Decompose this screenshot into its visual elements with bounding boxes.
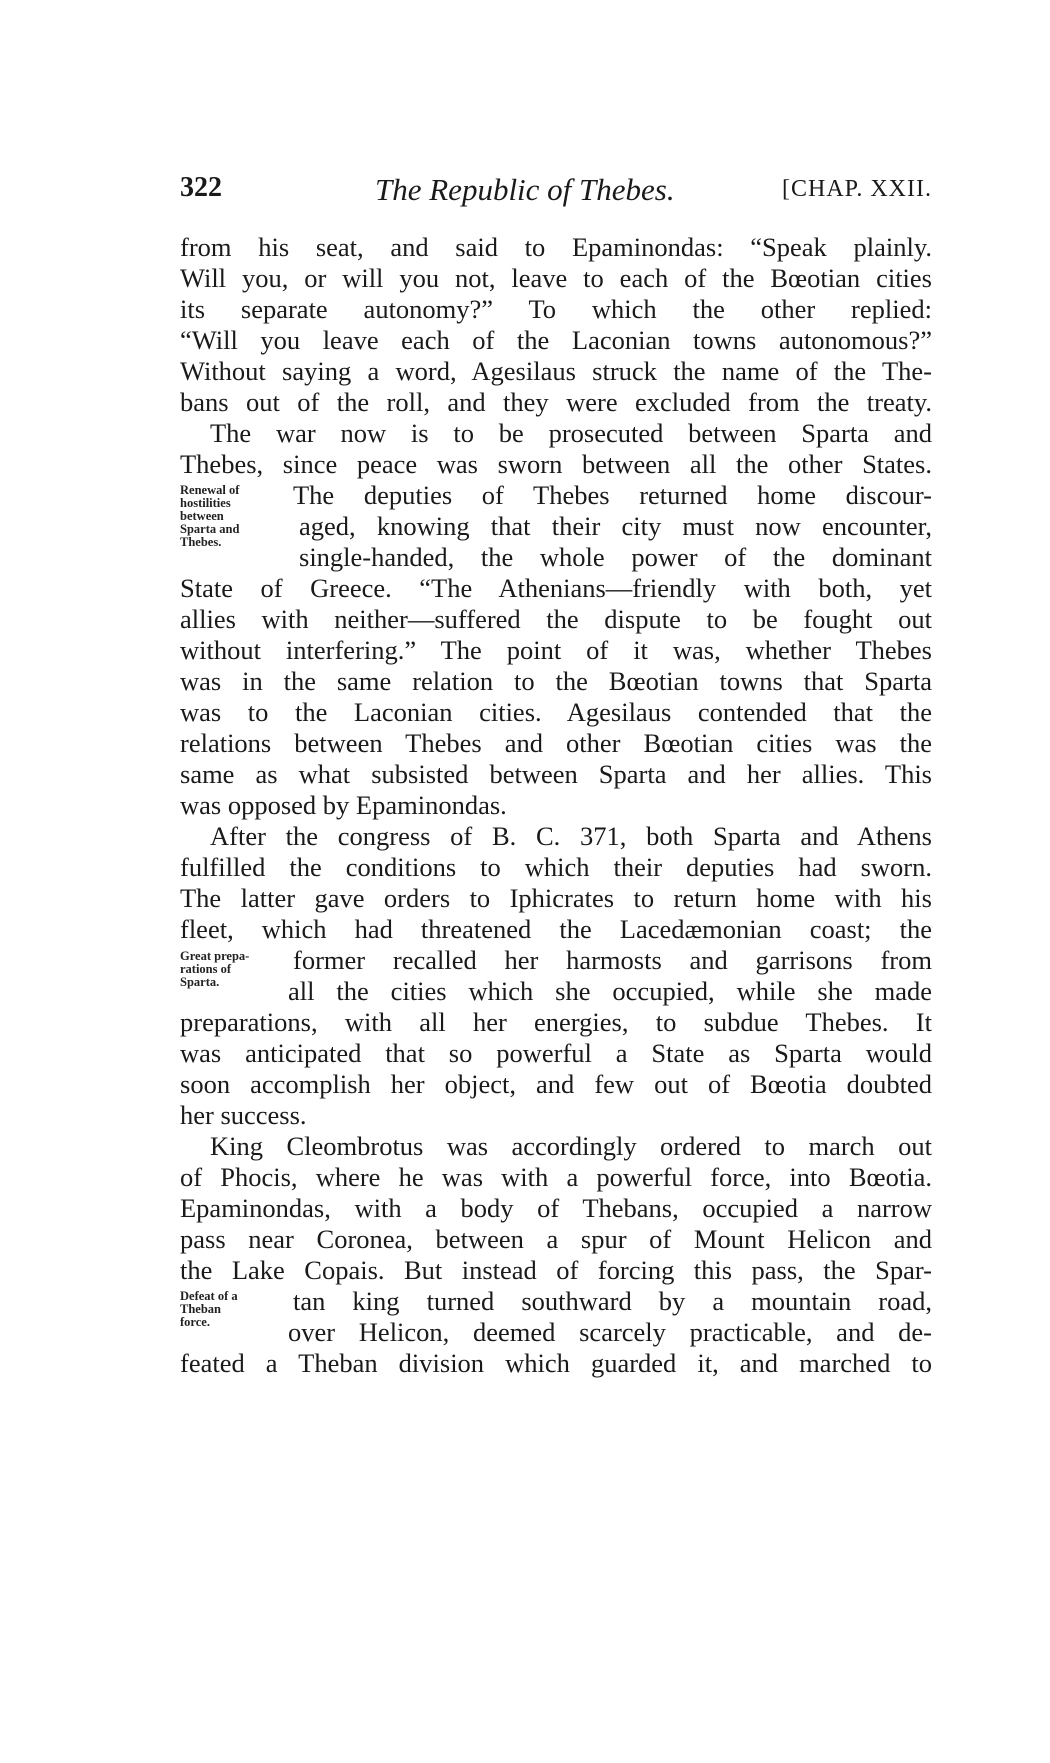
sidenote-line: between — [180, 509, 224, 523]
text-line: same as what subsisted between Sparta and her allies. This — [180, 759, 932, 789]
text-line: The war now is to be prosecuted between Sparta and — [210, 418, 932, 448]
text-line: Will you, or will you not, leave to each of the Bœotian cities — [180, 263, 932, 293]
text-line: was opposed by Epaminondas. — [180, 790, 507, 820]
text-line: was in the same relation to the Bœotian towns that Sparta — [180, 666, 932, 696]
text-line: feated a Theban division which guarded it, and marched to — [180, 1348, 932, 1378]
running-title: The Republic of Thebes. — [375, 172, 675, 207]
text-line: Epaminondas, with a body of Thebans, occupied a narrow — [180, 1193, 932, 1223]
text-line: single-handed, the whole power of the dominant — [299, 542, 932, 572]
text-line: over Helicon, deemed scarcely practicable, and de- — [288, 1317, 932, 1347]
text-line: was anticipated that so powerful a State as Sparta would — [180, 1038, 932, 1068]
text-line: former recalled her harmosts and garrisons from — [293, 945, 932, 975]
sidenote-line: Sparta and — [180, 522, 240, 536]
text-line: fulfilled the conditions to which their deputies had sworn. — [180, 852, 932, 882]
text-line: from his seat, and said to Epaminondas: “Speak plainly. — [180, 232, 932, 262]
text-line: bans out of the roll, and they were excluded from the treaty. — [180, 387, 932, 417]
sidenote-line: hostilities — [180, 496, 231, 510]
text-line: of Phocis, where he was with a powerful force, into Bœotia. — [180, 1162, 932, 1192]
text-line: without interfering.” The point of it was, whether Thebes — [180, 635, 932, 665]
text-line: King Cleombrotus was accordingly ordered to march out — [210, 1131, 932, 1161]
sidenote-defeat-of-theban-force — [180, 1290, 280, 1329]
sidenote-renewal-of-hostilities — [180, 484, 280, 549]
text-line: the Lake Copais. But instead of forcing this pass, the Spar- — [180, 1255, 932, 1285]
text-line: its separate autonomy?” To which the other replied: — [180, 294, 932, 324]
text-line: aged, knowing that their city must now encounter, — [299, 511, 932, 541]
sidenote-line: Thebes. — [180, 535, 222, 549]
text-line: allies with neither—suffered the dispute to be fought out — [180, 604, 932, 634]
text-line: Thebes, since peace was sworn between all the other States. — [180, 449, 932, 479]
text-line: all the cities which she occupied, while she made — [288, 976, 932, 1006]
text-line: State of Greece. “The Athenians—friendly with both, yet — [180, 573, 932, 603]
text-line: The latter gave orders to Iphicrates to return home with his — [180, 883, 932, 913]
text-line: her success. — [180, 1100, 307, 1130]
text-line: soon accomplish her object, and few out of Bœotia doubted — [180, 1069, 932, 1099]
text-line: After the congress of B. C. 371, both Sparta and Athens — [210, 821, 932, 851]
text-line: was to the Laconian cities. Agesilaus contended that the — [180, 697, 932, 727]
text-line: Without saying a word, Agesilaus struck the name of the The- — [180, 356, 932, 386]
text-line: preparations, with all her energies, to subdue Thebes. It — [180, 1007, 932, 1037]
chapter-label: [CHAP. XXII. — [782, 176, 932, 202]
sidenote-line: Theban — [180, 1302, 221, 1316]
text-line: relations between Thebes and other Bœotian cities was the — [180, 728, 932, 758]
sidenote-line: Great prepa- — [180, 949, 250, 963]
sidenote-line: rations of — [180, 962, 232, 976]
sidenote-line: Defeat of a — [180, 1289, 238, 1303]
sidenote-great-preparations — [180, 950, 280, 989]
running-header — [180, 172, 932, 216]
page-number: 322 — [180, 172, 222, 203]
sidenote-line: Renewal of — [180, 483, 240, 497]
text-line: tan king turned southward by a mountain road, — [293, 1286, 932, 1316]
sidenote-line: Sparta. — [180, 975, 220, 989]
text-line: The deputies of Thebes returned home discour- — [293, 480, 932, 510]
text-line: pass near Coronea, between a spur of Mount Helicon and — [180, 1224, 932, 1254]
text-line: “Will you leave each of the Laconian towns autonomous?” — [180, 325, 932, 355]
text-line: fleet, which had threatened the Lacedæmonian coast; the — [180, 914, 932, 944]
sidenote-line: force. — [180, 1315, 210, 1329]
